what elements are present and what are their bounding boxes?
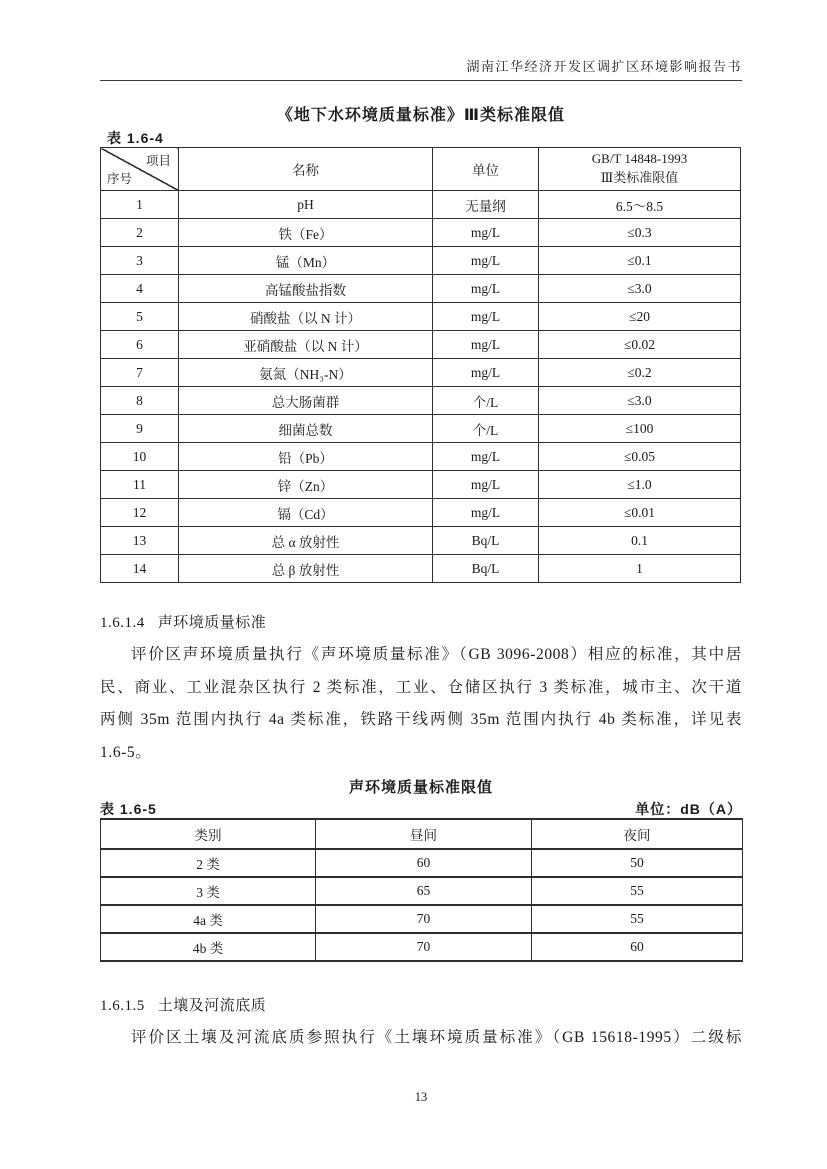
row-unit-cell: mg/L bbox=[433, 219, 539, 247]
table-row bbox=[101, 191, 741, 219]
table-row bbox=[101, 471, 741, 499]
paragraph-line: 民、商业、工业混杂区执行 2 类标准，工业、仓储区执行 3 类标准，城市主、次干道 bbox=[100, 678, 742, 696]
table-row bbox=[101, 275, 741, 303]
row-limit-cell: 6.5～8.5 bbox=[539, 191, 741, 219]
paragraph-line: 1.6-5。 bbox=[100, 743, 152, 761]
table-row bbox=[101, 303, 741, 331]
standard-line1: GB/T 14848-1993 bbox=[591, 151, 688, 167]
table2-col-category: 类别 bbox=[101, 819, 316, 849]
row-unit-cell: 个/L bbox=[433, 415, 539, 443]
row-index-cell: 7 bbox=[101, 359, 179, 387]
row-name-cell: 镉（Cd） bbox=[179, 499, 433, 527]
row-name-cell: 铁（Fe） bbox=[179, 219, 433, 247]
row-index-cell: 2 bbox=[101, 219, 179, 247]
table-row bbox=[101, 331, 741, 359]
table1-corner-cell bbox=[101, 148, 179, 191]
table-row bbox=[101, 933, 743, 961]
row-limit-cell: ≤0.1 bbox=[539, 247, 741, 275]
row-limit-cell: 0.1 bbox=[539, 527, 741, 555]
corner-label-item: 项目 bbox=[145, 154, 171, 168]
row-index-cell: 9 bbox=[101, 415, 179, 443]
table-row bbox=[101, 359, 741, 387]
row-limit-cell: ≤1.0 bbox=[539, 471, 741, 499]
header-rule bbox=[100, 80, 742, 81]
table1-title: 《地下水环境质量标准》Ⅲ类标准限值 bbox=[276, 107, 566, 124]
row-index-cell: 10 bbox=[101, 443, 179, 471]
section-title: 声环境质量标准 bbox=[157, 615, 267, 631]
row-name-cell: 亚硝酸盐（以 N 计） bbox=[179, 331, 433, 359]
paragraph-line: 评价区土壤及河流底质参照执行《土壤环境质量标准》（GB 15618-1995）二级标 bbox=[131, 1029, 742, 1046]
row-index-cell: 12 bbox=[101, 499, 179, 527]
table-row bbox=[101, 905, 743, 933]
row-name-cell: pH bbox=[179, 191, 433, 219]
table2-col-day: 昼间 bbox=[316, 819, 532, 849]
table-row bbox=[101, 877, 743, 905]
row-day-cell: 65 bbox=[316, 877, 532, 905]
row-name-cell: 细菌总数 bbox=[179, 415, 433, 443]
table1-col-unit: 单位 bbox=[433, 148, 539, 191]
page-number: 13 bbox=[414, 1090, 428, 1104]
row-index-cell: 14 bbox=[101, 555, 179, 583]
table2-title: 声环境质量标准限值 bbox=[348, 779, 493, 796]
table2-unit-note: 单位：dB（A） bbox=[635, 801, 742, 817]
row-unit-cell: mg/L bbox=[433, 331, 539, 359]
row-night-cell: 55 bbox=[532, 905, 743, 933]
table1-label: 表 1.6-4 bbox=[107, 130, 164, 146]
table-row bbox=[101, 849, 743, 877]
row-limit-cell: ≤0.3 bbox=[539, 219, 741, 247]
row-name-cell: 总 α 放射性 bbox=[179, 527, 433, 555]
row-unit-cell: 无量纲 bbox=[433, 191, 539, 219]
section-title: 土壤及河流底质 bbox=[157, 998, 267, 1014]
table1-col-standard bbox=[539, 148, 741, 191]
paragraph-1614 bbox=[100, 639, 742, 769]
noise-standards-table bbox=[100, 818, 743, 962]
row-name-cell: 高锰酸盐指数 bbox=[179, 275, 433, 303]
row-limit-cell: ≤0.05 bbox=[539, 443, 741, 471]
section-number: 1.6.1.4 bbox=[100, 615, 145, 631]
row-limit-cell: ≤0.02 bbox=[539, 331, 741, 359]
row-index-cell: 11 bbox=[101, 471, 179, 499]
row-unit-cell: mg/L bbox=[433, 443, 539, 471]
row-limit-cell: ≤20 bbox=[539, 303, 741, 331]
row-day-cell: 60 bbox=[316, 849, 532, 877]
page-header-text: 湖南江华经济开发区调扩区环境影响报告书 bbox=[466, 59, 742, 74]
row-name-cell: 总 β 放射性 bbox=[179, 555, 433, 583]
table2-label: 表 1.6-5 bbox=[100, 801, 157, 817]
row-index-cell: 3 bbox=[101, 247, 179, 275]
row-unit-cell: mg/L bbox=[433, 471, 539, 499]
row-index-cell: 4 bbox=[101, 275, 179, 303]
row-category-cell: 4b 类 bbox=[101, 933, 316, 961]
section-number: 1.6.1.5 bbox=[100, 998, 145, 1014]
table1-col-name: 名称 bbox=[179, 148, 433, 191]
row-unit-cell: mg/L bbox=[433, 247, 539, 275]
row-category-cell: 4a 类 bbox=[101, 905, 316, 933]
row-name-cell: 铅（Pb） bbox=[179, 443, 433, 471]
row-limit-cell: ≤3.0 bbox=[539, 387, 741, 415]
row-index-cell: 1 bbox=[101, 191, 179, 219]
table2-col-night: 夜间 bbox=[532, 819, 743, 849]
table-row bbox=[101, 387, 741, 415]
row-night-cell: 55 bbox=[532, 877, 743, 905]
row-limit-cell: ≤0.01 bbox=[539, 499, 741, 527]
table1-header-row bbox=[101, 148, 741, 191]
row-night-cell: 60 bbox=[532, 933, 743, 961]
row-night-cell: 50 bbox=[532, 849, 743, 877]
row-index-cell: 6 bbox=[101, 331, 179, 359]
row-index-cell: 5 bbox=[101, 303, 179, 331]
table-row bbox=[101, 247, 741, 275]
row-limit-cell: ≤3.0 bbox=[539, 275, 741, 303]
row-name-cell: 硝酸盐（以 N 计） bbox=[179, 303, 433, 331]
row-unit-cell: mg/L bbox=[433, 499, 539, 527]
row-unit-cell: 个/L bbox=[433, 387, 539, 415]
row-unit-cell: mg/L bbox=[433, 359, 539, 387]
corner-label-seq: 序号 bbox=[107, 172, 133, 186]
row-day-cell: 70 bbox=[316, 933, 532, 961]
table-row bbox=[101, 527, 741, 555]
row-unit-cell: Bq/L bbox=[433, 527, 539, 555]
table-row bbox=[101, 499, 741, 527]
paragraph-line: 评价区声环境质量执行《声环境质量标准》（GB 3096-2008）相应的标准，其中居 bbox=[131, 646, 742, 663]
row-name-cell: 总大肠菌群 bbox=[179, 387, 433, 415]
groundwater-standards-table bbox=[100, 147, 741, 583]
standard-line2: Ⅲ类标准限值 bbox=[600, 170, 679, 185]
table2-label-row bbox=[100, 799, 742, 819]
row-index-cell: 13 bbox=[101, 527, 179, 555]
row-name-cell: 氨氮（NH₃-N） bbox=[179, 359, 433, 387]
row-category-cell: 3 类 bbox=[101, 877, 316, 905]
table2-header-row bbox=[101, 819, 743, 849]
row-category-cell: 2 类 bbox=[101, 849, 316, 877]
row-name-cell: 锌（Zn） bbox=[179, 471, 433, 499]
row-name-cell: 锰（Mn） bbox=[179, 247, 433, 275]
table-row bbox=[101, 555, 741, 583]
table-row bbox=[101, 443, 741, 471]
paragraph-line: 两侧 35m 范围内执行 4a 类标准，铁路干线两侧 35m 范围内执行 4b 类标准，详见表 bbox=[100, 711, 742, 728]
section-heading-1615 bbox=[100, 994, 266, 1015]
table-row bbox=[101, 415, 741, 443]
row-unit-cell: Bq/L bbox=[433, 555, 539, 583]
row-limit-cell: ≤0.2 bbox=[539, 359, 741, 387]
table-row bbox=[101, 219, 741, 247]
row-limit-cell: ≤100 bbox=[539, 415, 741, 443]
row-unit-cell: mg/L bbox=[433, 275, 539, 303]
section-heading-1614 bbox=[100, 611, 266, 632]
paragraph-1615 bbox=[100, 1022, 742, 1055]
row-limit-cell: 1 bbox=[539, 555, 741, 583]
row-index-cell: 8 bbox=[101, 387, 179, 415]
row-unit-cell: mg/L bbox=[433, 303, 539, 331]
row-day-cell: 70 bbox=[316, 905, 532, 933]
